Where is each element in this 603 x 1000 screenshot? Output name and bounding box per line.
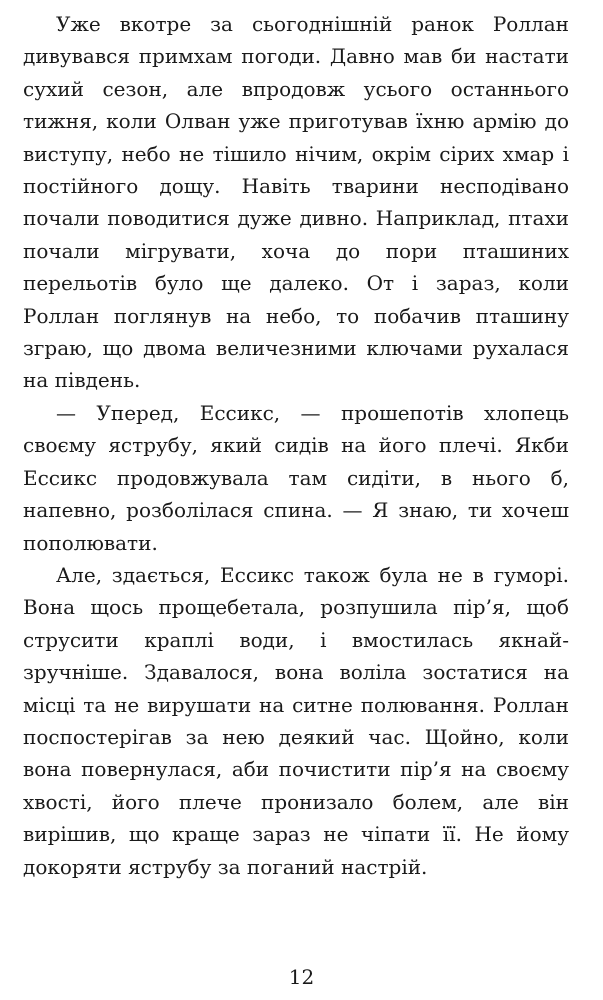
page-number: 12 <box>288 965 315 989</box>
paragraph-2: — Уперед, Ессикс, — прошепотів хлопець своєму яструбу, який сидів на його плечі. Якби Ессикс продовжувала там сидіти, в нього б, напевно, розболілася спина. — Я знаю, ти хочеш пополювати. <box>23 400 569 555</box>
paragraph-3: Але, здається, Ессикс також була не в гуморі. Вона щось прощебетала, розпушила пір’я, щоб струсити краплі води, і вмостилась якнайзручніше. Здавалося, вона воліла зостатися на місці та не вирушати на ситне полювання. Роллан поспостерігав за нею деякий час. Щойно, коли вона повернулася, аби почистити пір’я на своєму хвості, його плече пронизало болем, але він вирішив, що краще зараз не чіпати її. Не йому докоряти яструбу за поганий настрій. <box>23 562 569 879</box>
paragraph-1: Уже вкотре за сьогоднішній ранок Роллан дивувався примхам погоди. Давно мав би настати сухий сезон, але впродовж усього останнього тижня, коли Олван уже приготував їхню армію до виступу, небо не тішило нічим, окрім сірих хмар і постійного дощу. Навіть тварини несподівано почали поводитися дуже дивно. Наприклад, птахи почали мігрувати, хоча до пори пташиних перельотів було ще далеко. От і зараз, коли Роллан поглянув на небо, то побачив пташину зграю, що двома величезними ключами рухалася на південь. <box>23 12 569 393</box>
page-text-body <box>23 8 569 883</box>
